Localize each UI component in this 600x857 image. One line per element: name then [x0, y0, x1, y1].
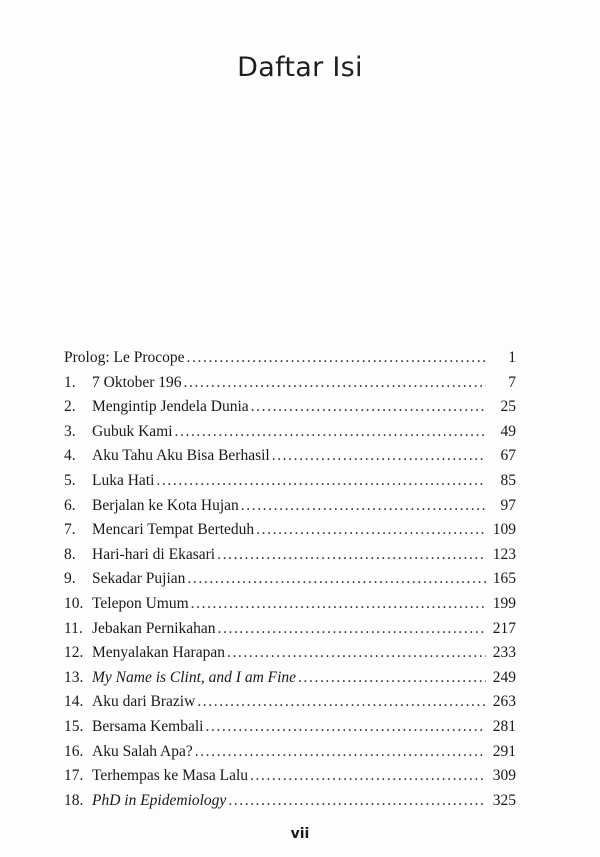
- chapter-number: 1.: [64, 373, 76, 391]
- chapter-number: 6.: [64, 496, 76, 514]
- page-number-ref: 325: [492, 791, 516, 809]
- page-number-ref: 263: [492, 693, 516, 711]
- chapter-number: 3.: [64, 422, 76, 440]
- toc-entry: [64, 690, 516, 715]
- page-number-ref: 109: [492, 521, 516, 539]
- toc-entry: [64, 715, 516, 740]
- dot-leader: [241, 494, 486, 519]
- dot-leader: [250, 764, 486, 789]
- dot-leader: [205, 715, 486, 740]
- dot-leader: [218, 617, 486, 642]
- chapter-title: Terhempas ke Masa Lalu: [92, 767, 249, 785]
- chapter-title: My Name is Clint, and I am Fine: [92, 668, 297, 686]
- toc-entry: [64, 371, 516, 396]
- chapter-number: 13.: [64, 668, 84, 686]
- chapter-title: Sekadar Pujian: [92, 570, 186, 588]
- chapter-title: Menyalakan Harapan: [92, 644, 225, 662]
- page-number-ref: 233: [492, 644, 516, 662]
- dot-leader: [156, 469, 486, 494]
- page-number-ref: 85: [500, 471, 516, 489]
- chapter-title: Mencari Tempat Berteduh: [92, 521, 255, 539]
- dot-leader: [298, 666, 486, 691]
- toc-entry: [64, 469, 516, 494]
- chapter-title: Jebakan Pernikahan: [92, 619, 216, 637]
- toc-entry: [64, 617, 516, 642]
- chapter-number: 11.: [64, 619, 83, 637]
- chapter-number: 2.: [64, 398, 76, 416]
- chapter-title: Hari-hari di Ekasari: [92, 545, 216, 563]
- chapter-title: Gubuk Kami: [92, 422, 173, 440]
- chapter-number: 10.: [64, 594, 84, 612]
- chapter-title: Berjalan ke Kota Hujan: [92, 496, 239, 514]
- chapter-number: 7.: [64, 521, 76, 539]
- chapter-number: 4.: [64, 447, 76, 465]
- page-number-ref: 281: [492, 717, 516, 735]
- page-number-ref: 123: [492, 545, 516, 563]
- chapter-title: Bersama Kembali: [92, 717, 204, 735]
- toc-entry: [64, 641, 516, 666]
- toc-entry: [64, 592, 516, 617]
- chapter-title: Luka Hati: [92, 471, 155, 489]
- toc-entry: [64, 789, 516, 814]
- toc-entry: [64, 518, 516, 543]
- page-number-ref: 49: [500, 422, 516, 440]
- dot-leader: [227, 641, 486, 666]
- chapter-number: 8.: [64, 545, 76, 563]
- page-number-ref: 309: [492, 767, 516, 785]
- dot-leader: [251, 395, 486, 420]
- page-number-ref: 67: [500, 447, 516, 465]
- dot-leader: [272, 444, 486, 469]
- toc-entry: [64, 346, 516, 371]
- dot-leader: [175, 420, 486, 445]
- page-number-ref: 217: [492, 619, 516, 637]
- chapter-number: 9.: [64, 570, 76, 588]
- page-number-ref: 7: [508, 373, 516, 391]
- dot-leader: [256, 518, 486, 543]
- toc-entry: [64, 764, 516, 789]
- chapter-number: 15.: [64, 717, 84, 735]
- chapter-title: Aku Tahu Aku Bisa Berhasil: [92, 447, 270, 465]
- toc-entry: [64, 567, 516, 592]
- chapter-number: 12.: [64, 644, 84, 662]
- toc-entry: [64, 494, 516, 519]
- chapter-title: Aku dari Braziw: [92, 693, 196, 711]
- page-number-ref: 97: [500, 496, 516, 514]
- table-of-contents: [64, 346, 516, 813]
- page-number-ref: 199: [492, 594, 516, 612]
- chapter-number: 16.: [64, 742, 84, 760]
- chapter-number: 18.: [64, 791, 84, 809]
- dot-leader: [217, 543, 486, 568]
- chapter-number: 5.: [64, 471, 76, 489]
- dot-leader: [187, 346, 486, 371]
- chapter-number: 14.: [64, 693, 84, 711]
- page-number-ref: 249: [492, 668, 516, 686]
- dot-leader: [195, 740, 486, 765]
- toc-entry: [64, 395, 516, 420]
- page-number-ref: 1: [508, 349, 516, 366]
- page-number-ref: 291: [492, 742, 516, 760]
- dot-leader: [197, 690, 486, 715]
- chapter-title: Prolog: Le Procope: [64, 349, 185, 366]
- chapter-title: Mengintip Jendela Dunia: [92, 398, 249, 416]
- chapter-title: 7 Oktober 196: [92, 373, 182, 391]
- dot-leader: [187, 567, 486, 592]
- dot-leader: [228, 789, 486, 814]
- toc-entry: [64, 740, 516, 765]
- chapter-number: 17.: [64, 767, 84, 785]
- chapter-title: Telepon Umum: [92, 594, 189, 612]
- toc-entry: [64, 543, 516, 568]
- toc-entry: [64, 666, 516, 691]
- chapter-title: PhD in Epidemiology: [92, 791, 227, 809]
- page-number-ref: 165: [492, 570, 516, 588]
- page-title: Daftar Isi: [237, 52, 363, 83]
- dot-leader: [191, 592, 486, 617]
- page-number: vii: [290, 826, 310, 842]
- toc-entry: [64, 444, 516, 469]
- page-number-ref: 25: [500, 398, 516, 416]
- chapter-title: Aku Salah Apa?: [92, 742, 193, 760]
- dot-leader: [184, 371, 486, 396]
- toc-entry: [64, 420, 516, 445]
